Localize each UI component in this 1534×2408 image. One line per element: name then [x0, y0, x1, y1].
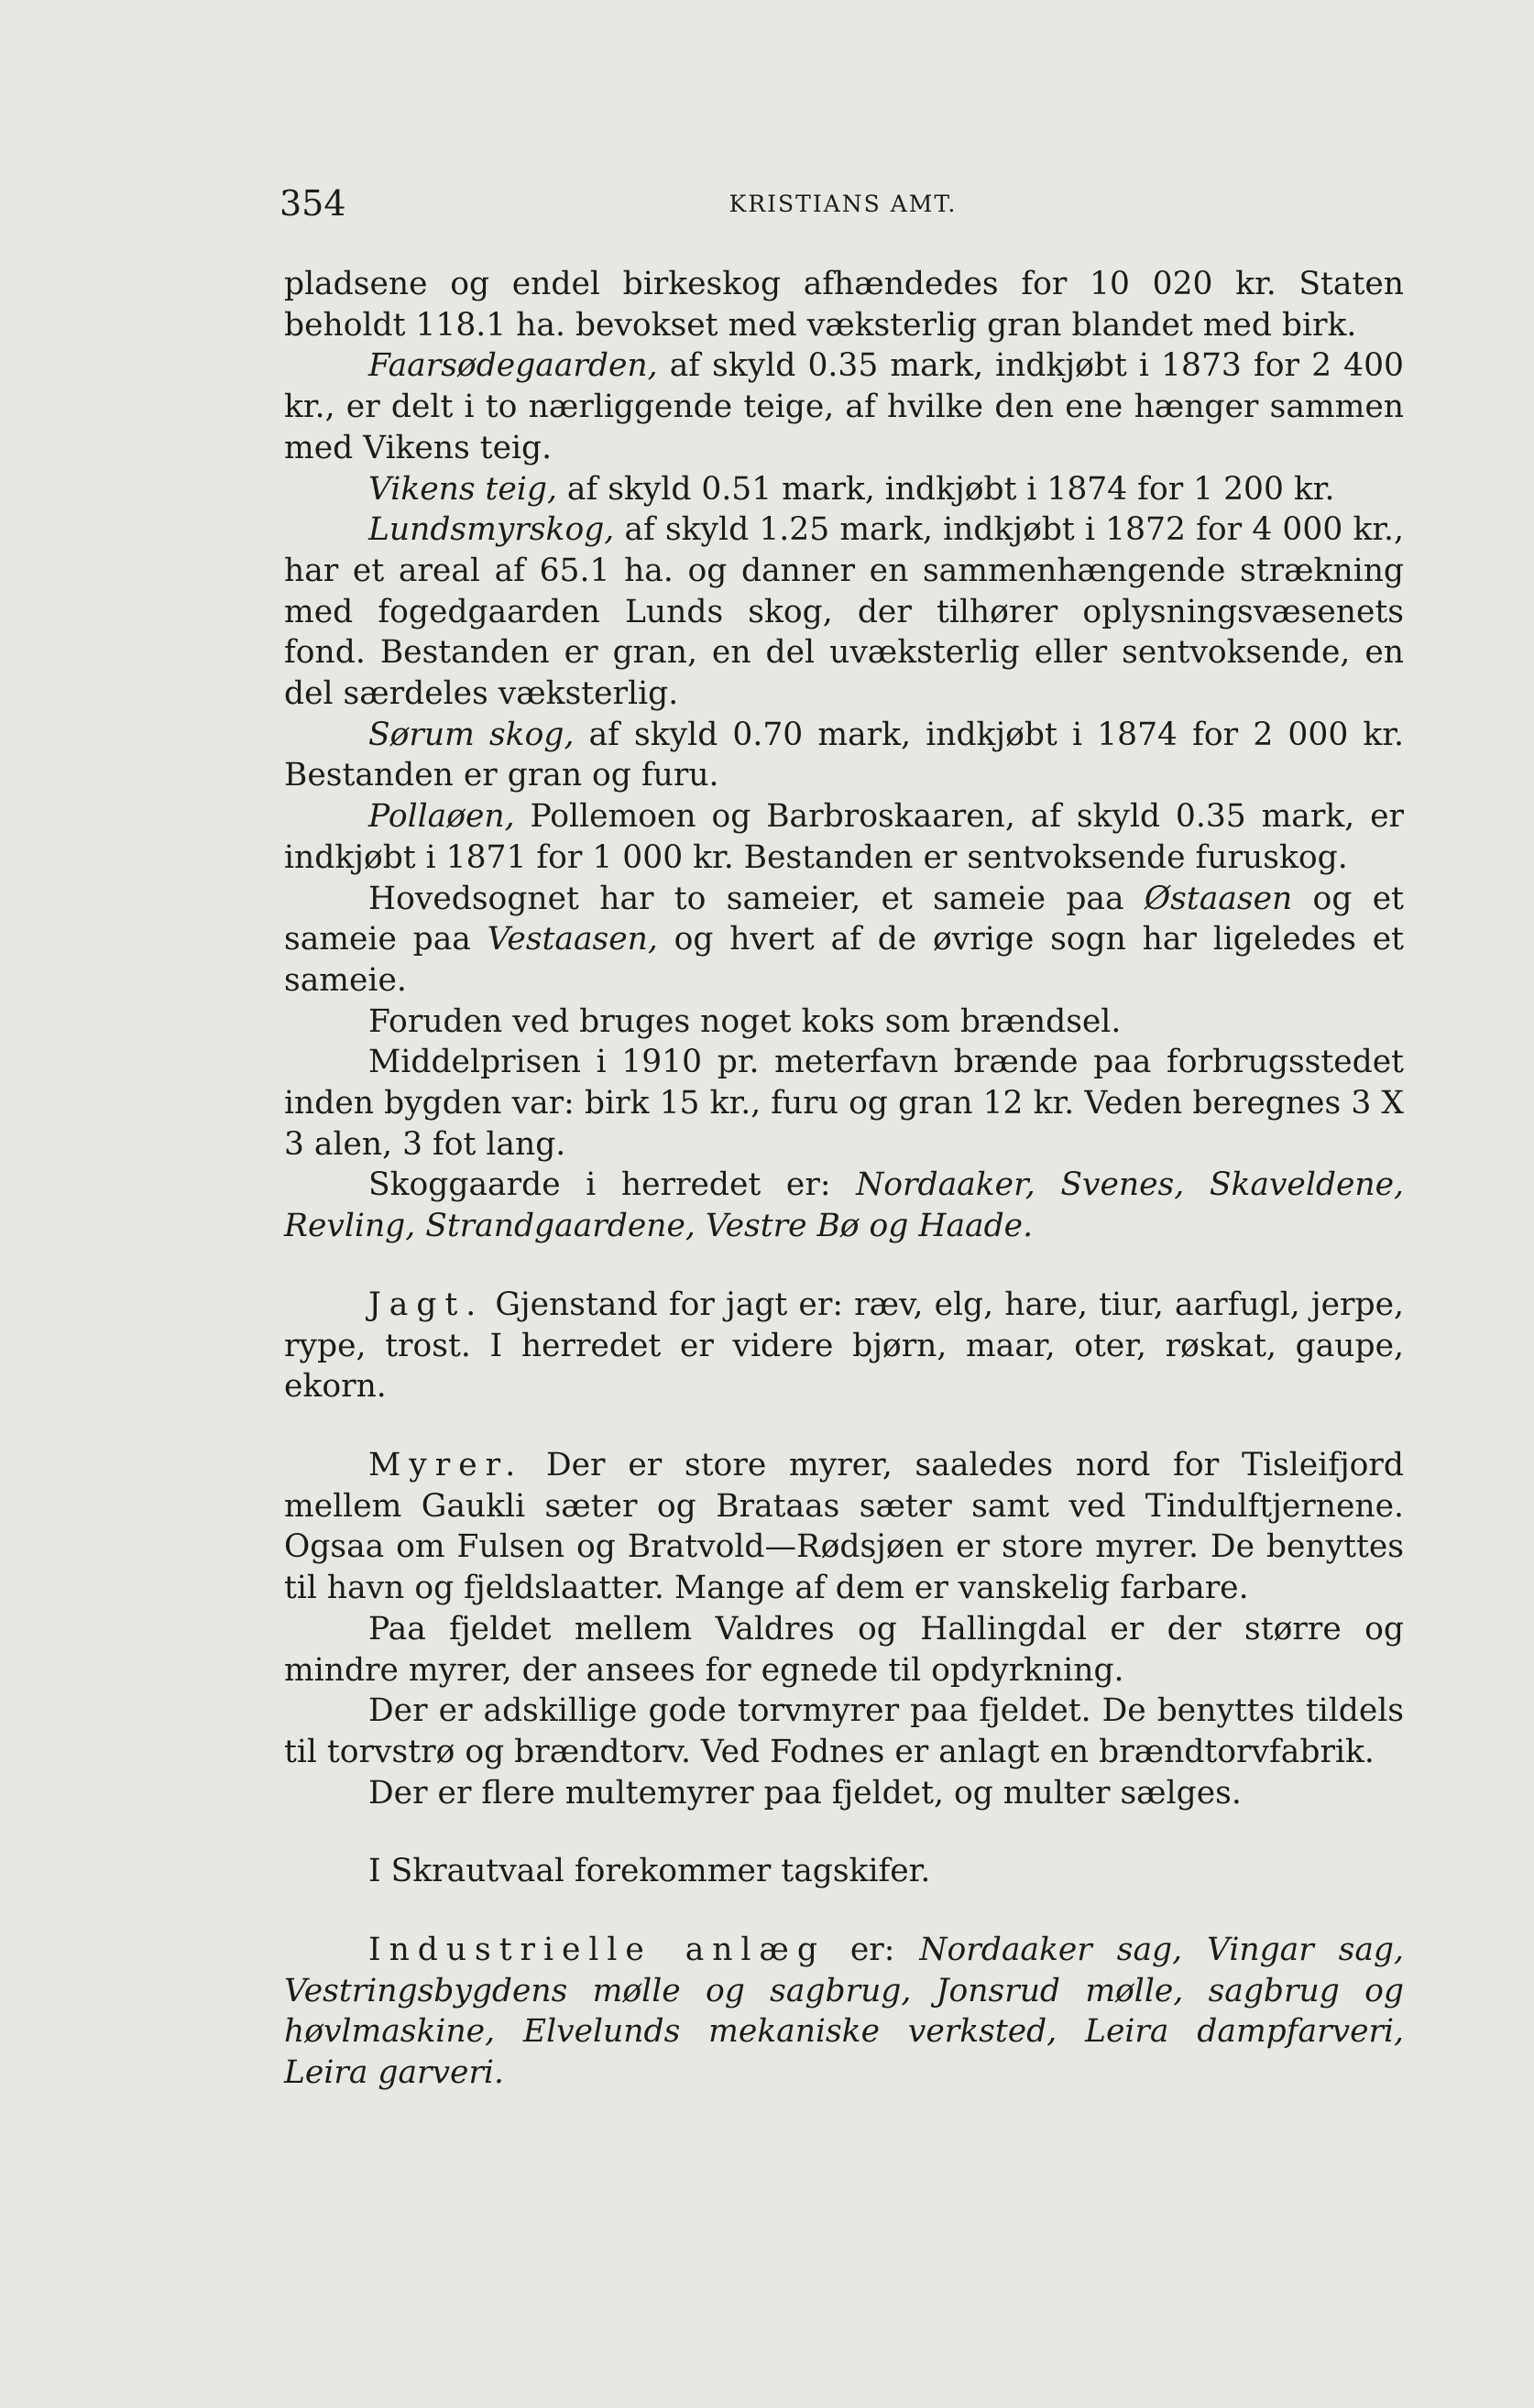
place-name: Pollaøen, — [368, 798, 515, 836]
paragraph-industrielle: Industrielle anlæg er: Nordaaker sag, Vingar sag, Vestringsbygdens mølle og sagbrug, Jonsrud mølle, sagbrug og høvlmaskine, Elvelunds mekaniske verksted, Leira dampfarveri, Leira garveri. — [284, 1932, 1404, 2092]
paragraph-middelprisen: Middelprisen i 1910 pr. meterfavn brænde paa forbrugsstedet inden bygden var: birk 15 kr., furu og gran 12 kr. Veden beregnes 3 X 3 alen, 3 fot lang. — [284, 1044, 1404, 1163]
paragraph-torvmyrer: Der er adskillige gode torvmyrer paa fjeldet. De benyttes tildels til torvstrø og brændtorv. Ved Fodnes er anlagt en brændtorvfabrik. — [284, 1692, 1404, 1770]
place-name: Faarsødegaarden, — [368, 347, 658, 385]
paragraph-faarsodegaarden: Faarsødegaarden, af skyld 0.35 mark, indkjøbt i 1873 for 2 400 kr., er delt i to nærliggende teige, af hvilke den ene hænger sammen med Vikens teig. — [284, 347, 1404, 466]
paragraph-jagt: Jagt. Gjenstand for jagt er: ræv, elg, hare, tiur, aarfugl, jerpe, rype, trost. I herredet er videre bjørn, maar, oter, røskat, gaupe, ekorn. — [284, 1286, 1404, 1406]
section-heading-industrielle: Industrielle anlæg — [368, 1932, 826, 1969]
place-name: Østaasen — [1144, 880, 1293, 917]
paragraph-lundsmyrskog: Lundsmyrskog, af skyld 1.25 mark, indkjøbt i 1872 for 4 000 kr., har et areal af 65.1 ha. og danner en sammenhængende strækning med fogedgaarden Lunds skog, der tilhører oplysningsvæsenets fond. Bestanden er gran, en del uvæksterlig eller sentvoksende, en del særdeles væksterlig. — [284, 511, 1404, 713]
place-name: Vikens teig, — [368, 470, 557, 508]
page-number: 354 — [279, 183, 346, 224]
section-heading-jagt: Jagt. — [368, 1286, 485, 1323]
paragraph-tagskifer: I Skrautvaal forekommer tagskifer. — [368, 1853, 931, 1890]
paragraph-skoggaarde: Skoggaarde i herredet er: Nordaaker, Svenes, Skaveldene, Revling, Strandgaardene, Vestre Bø og Haade. — [284, 1166, 1404, 1245]
body-text — [284, 264, 1404, 2094]
place-name: Vestaasen, — [487, 921, 658, 958]
paragraph-fjeldet: Paa fjeldet mellem Valdres og Hallingdal er der større og mindre myrer, der ansees for egnede til opdyrkning. — [284, 1610, 1404, 1689]
section-heading-myrer: Myrer. — [368, 1446, 524, 1483]
paragraph-multemyrer: Der er flere multemyrer paa fjeldet, og multer sælges. — [368, 1774, 1242, 1811]
paragraph-plads: pladsene og endel birkeskog afhændedes for 10 020 kr. Staten beholdt 118.1 ha. bevokset med væksterlig gran blandet med birk. — [284, 266, 1404, 344]
paragraph-pollaoen: Pollaøen, Pollemoen og Barbroskaaren, af skyld 0.35 mark, er indkjøbt i 1871 for 1 000 kr. Bestanden er sentvoksende furuskog. — [284, 798, 1404, 876]
place-name: Lundsmyrskog, — [368, 511, 615, 549]
paragraph-foruden: Foruden ved bruges noget koks som brændsel. — [368, 1002, 1122, 1040]
place-name: Sørum skog, — [368, 716, 575, 753]
paragraph-hovedsognet: Hovedsognet har to sameier, et sameie paa Østaasen og et sameie paa Vestaasen, og hvert af de øvrige sogn har ligeledes et sameie. — [284, 880, 1405, 999]
paragraph-vikens-teig: Vikens teig, af skyld 0.51 mark, indkjøbt i 1874 for 1 200 kr. — [368, 470, 1335, 508]
paragraph-sorum-skog: Sørum skog, af skyld 0.70 mark, indkjøbt i 1874 for 2 000 kr. Bestanden er gran og furu. — [284, 716, 1404, 794]
page-header — [279, 183, 1407, 235]
place-name-list: Nordaaker sag, Vingar sag, Vestringsbygdens mølle og sagbrug, Jonsrud mølle, sagbrug og høvlmaskine, Elvelunds mekaniske verksted, Leira dampfarveri, Leira garveri. — [284, 1932, 1404, 2092]
paragraph-myrer: Myrer. Der er store myrer, saaledes nord for Tisleifjord mellem Gaukli sæter og Brataas sæter samt ved Tindulftjernene. Ogsaa om Fulsen og Bratvold—Rødsjøen er store myrer. De benyttes til havn og fjeldslaatter. Mange af dem er vanskelig farbare. — [284, 1446, 1404, 1607]
place-name-list: Nordaaker, Svenes, Skaveldene, Revling, Strandgaardene, Vestre Bø og Haade. — [284, 1166, 1404, 1245]
running-head: KRISTIANS AMT. — [729, 191, 958, 217]
